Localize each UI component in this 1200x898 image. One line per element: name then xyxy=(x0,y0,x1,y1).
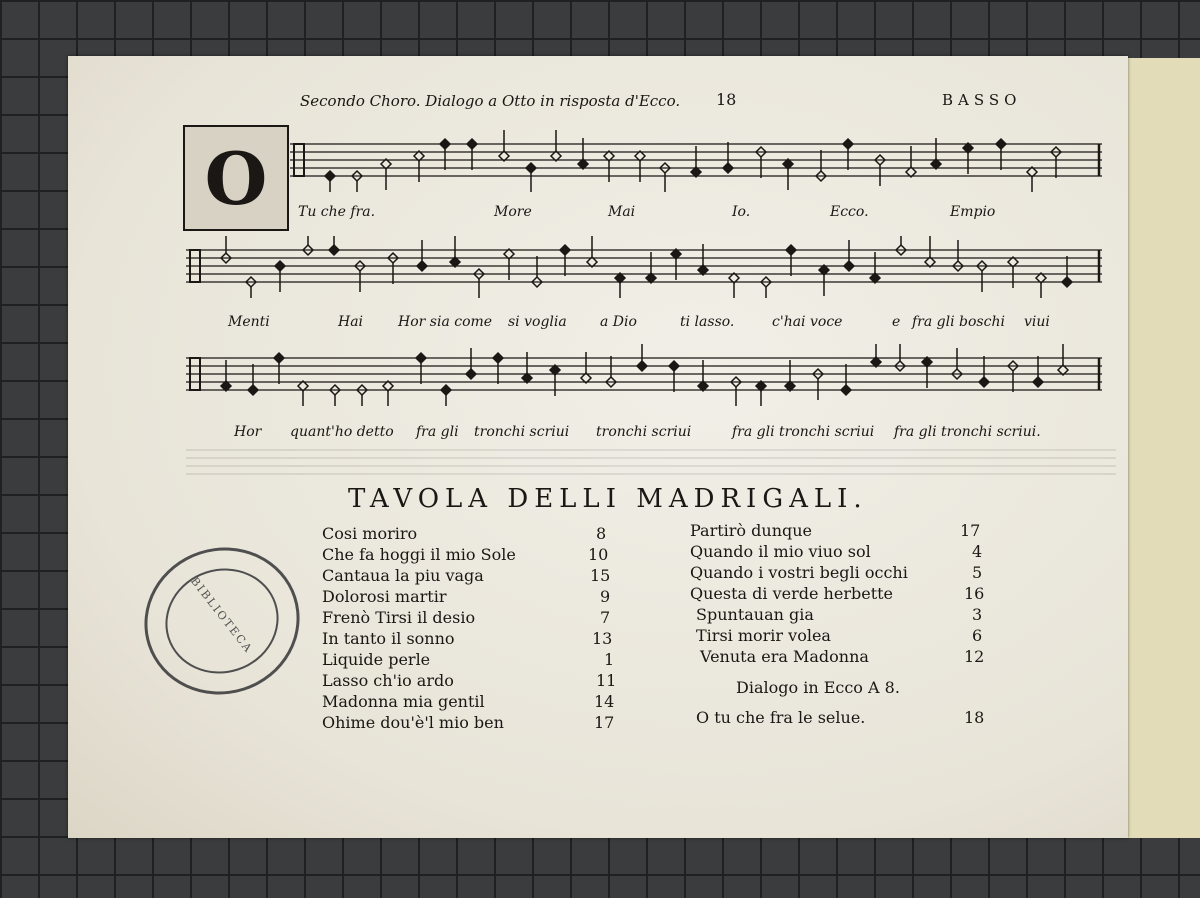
index-entry-title: Che fa hoggi il mio Sole xyxy=(322,545,516,564)
index-entry-page: 9 xyxy=(600,587,611,606)
index-entry-page: 12 xyxy=(964,647,985,666)
index-entry-page: 8 xyxy=(596,524,607,543)
index-entry-title: Cantaua la piu vaga xyxy=(322,566,484,585)
index-entry-page: 7 xyxy=(600,608,611,627)
page-header: Secondo Choro. Dialogo a Otto in risposta d'Ecco. xyxy=(300,92,681,110)
note-head xyxy=(325,171,335,181)
lyric: a Dio xyxy=(600,314,637,330)
note-head xyxy=(637,361,647,371)
note-head xyxy=(441,385,451,395)
note-head xyxy=(275,261,285,271)
index-title: TAVOLA DELLI MADRIGALI. xyxy=(348,484,868,514)
lyric: fra gli tronchi scriui xyxy=(732,424,875,440)
index-entry-page: 3 xyxy=(972,605,983,624)
dialogue-subheading: Dialogo in Ecco A 8. xyxy=(736,678,900,697)
note-head xyxy=(1033,377,1043,387)
lyric: Tu che fra. xyxy=(298,204,376,220)
index-entry-page: 10 xyxy=(588,545,609,564)
lyric: Hor sia come xyxy=(398,314,493,330)
lyric: fra gli boschi xyxy=(912,314,1005,330)
note-head xyxy=(844,261,854,271)
note-head xyxy=(996,139,1006,149)
note-head xyxy=(786,245,796,255)
index-entry-page: 11 xyxy=(596,671,617,690)
index-entry-title: Quando il mio viuo sol xyxy=(690,542,871,561)
index-entry-page: 1 xyxy=(604,650,615,669)
music-staff-1 xyxy=(290,130,1102,192)
index-entry-title: Madonna mia gentil xyxy=(322,692,485,711)
note-head xyxy=(329,245,339,255)
index-entry-title: Quando i vostri begli occhi xyxy=(690,563,908,582)
lyric: c'hai voce xyxy=(772,314,843,330)
voice-part-label: BASSO xyxy=(942,91,1022,109)
note-head xyxy=(669,361,679,371)
lyric: tronchi scriui xyxy=(596,424,692,440)
index-entry-page: 5 xyxy=(972,563,983,582)
lyric: fra gli xyxy=(416,424,459,440)
index-entry-title: Venuta era Madonna xyxy=(700,647,869,666)
index-entry-title: Partirò dunque xyxy=(690,521,813,540)
lyric: Mai xyxy=(608,204,636,220)
dialogue-entry-page: 18 xyxy=(964,708,985,727)
stamp-text: BIBLIOTECA xyxy=(187,574,256,656)
show-through-lines xyxy=(186,446,1116,476)
note-head xyxy=(440,139,450,149)
lyric: Menti xyxy=(228,314,270,330)
note-head xyxy=(1062,277,1072,287)
dialogue-entry-title: O tu che fra le selue. xyxy=(696,708,866,727)
lyric: More xyxy=(494,204,532,220)
music-staff-3 xyxy=(186,344,1102,406)
note-head xyxy=(979,377,989,387)
note-head xyxy=(560,245,570,255)
index-entry-page: 17 xyxy=(594,713,615,732)
index-entry-page: 16 xyxy=(964,584,985,603)
note-head xyxy=(841,385,851,395)
index-entry-title: Lasso ch'io ardo xyxy=(322,671,454,690)
music-staff-2 xyxy=(186,236,1102,298)
note-head xyxy=(843,139,853,149)
lyric: Ecco. xyxy=(830,204,869,220)
lyric: quant'ho detto xyxy=(290,424,394,440)
lyric: Io. xyxy=(732,204,751,220)
note-head xyxy=(248,385,258,395)
lyric: fra gli tronchi scriui. xyxy=(894,424,1041,440)
lyric: Empio xyxy=(950,204,996,220)
index-entry-title: Questa di verde herbette xyxy=(690,584,894,603)
lyric: ti lasso. xyxy=(680,314,735,330)
index-entry-page: 6 xyxy=(972,626,983,645)
lyric: Hor xyxy=(234,424,262,440)
note-head xyxy=(274,353,284,363)
index-entry-page: 14 xyxy=(594,692,615,711)
note-head xyxy=(723,163,733,173)
index-entry-page: 4 xyxy=(972,542,983,561)
note-head xyxy=(467,139,477,149)
index-entry-page: 17 xyxy=(960,521,981,540)
index-entry-title: Spuntauan gia xyxy=(696,605,814,624)
initial-letter: O xyxy=(204,135,268,221)
lyric: Hai xyxy=(338,314,364,330)
folio-number: 18 xyxy=(716,90,737,109)
index-entry-title: Liquide perle xyxy=(322,650,431,669)
note-head xyxy=(417,261,427,271)
index-entry-title: Tirsi morir volea xyxy=(696,626,831,645)
index-entry-page: 13 xyxy=(592,629,613,648)
lyric: tronchi scriui xyxy=(474,424,570,440)
lyric: si voglia xyxy=(508,314,567,330)
lyric: e xyxy=(892,314,901,330)
index-entry-title: Ohime dou'è'l mio ben xyxy=(322,713,504,732)
index-entry-title: Frenò Tirsi il desio xyxy=(322,608,476,627)
lyric: viui xyxy=(1024,314,1050,330)
index-entry-title: In tanto il sonno xyxy=(322,629,455,648)
index-entry-page: 15 xyxy=(590,566,611,585)
note-head xyxy=(493,353,503,363)
note-head xyxy=(466,369,476,379)
note-head xyxy=(416,353,426,363)
index-entry-title: Cosi moriro xyxy=(322,524,418,543)
index-entry-title: Dolorosi martir xyxy=(322,587,447,606)
decorated-initial xyxy=(183,125,289,231)
note-head xyxy=(526,163,536,173)
